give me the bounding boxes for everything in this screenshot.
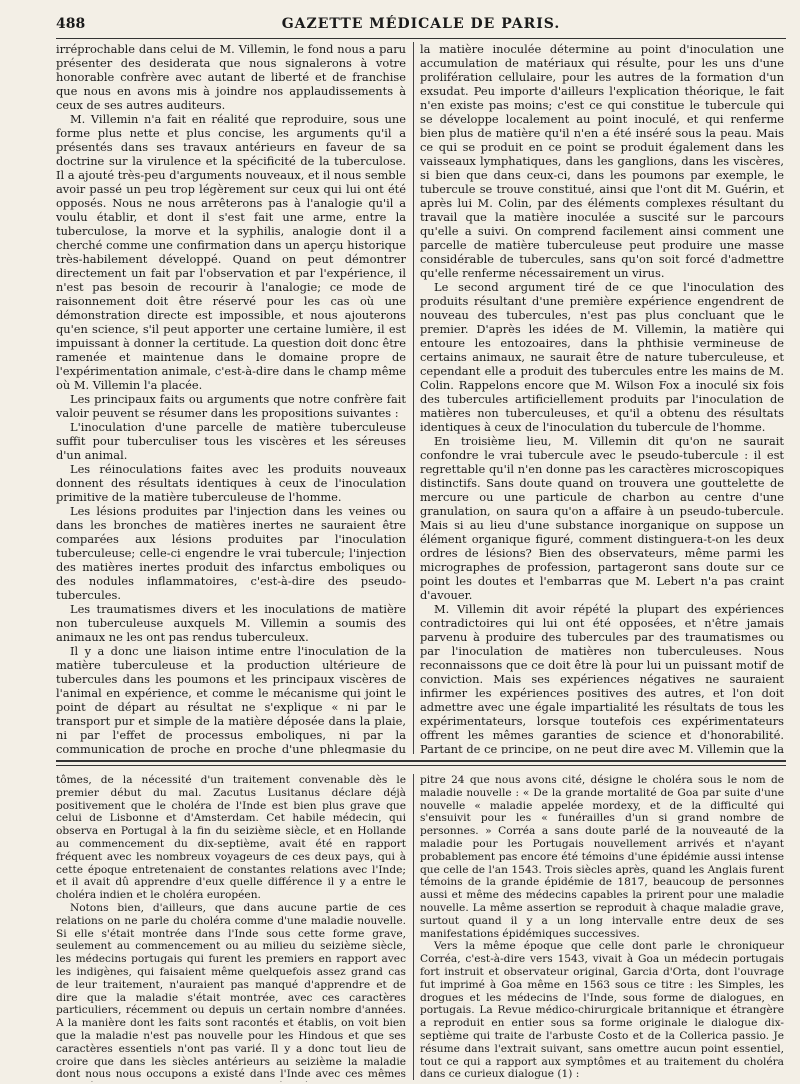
paragraph: M. Villemin n'a fait en réalité que reproduire, sous une forme plus nette et plus concise, les arguments qu'il a présentés dans ses travaux antérieurs en faveur de sa doctrine sur la virulence et la spécificité de la tuberculose. Il a ajouté très-peu d'arguments nouveaux, et il nous semble avoir passé un peu trop légèrement sur ceux qui lui ont été opposés. Nous ne nous arrêterons pas à l'analogie qu'il a voulu établir, et dont il s'est fait une arme, entre la tuberculose, la morve et la syphilis, analogie dont il a cherché comme une confirmation dans un aperçu historique très-habilement développé. Quand on peut démontrer directement un fait par l'observation et par l'expérience, il n'est pas besoin de recourir à l'analogie; ce mode de raisonnement doit être réservé pour les cas où une démonstration directe est impossible, et nous ajouterons qu'en science, s'il peut apporter une certaine lumière, il est impuissant à donner la certitude. La question doit donc être ramenée et maintenue dans le domaine propre de l'expérimentation animale, c'est-à-dire dans le champ même où M. Villemin l'a placée. <box>56 112 406 392</box>
paragraph: Les traumatismes divers et les inoculations de matière non tuberculeuse auxquels M. Villemin a soumis des animaux ne les ont pas rendus tuberculeux. <box>56 602 406 644</box>
page-number: 488 <box>56 16 86 32</box>
paragraph: Il y a donc une liaison intime entre l'inoculation de la matière tuberculeuse et la production ultérieure de tubercules dans les poumons et les principaux viscères de l'animal en expérience, et comme le mécanisme qui joint le point de départ au résultat ne s'explique « ni par le transport pur et simple de la matière déposée dans la plaie, ni par l'effet de processus emboliques, ni par la communication de proche en proche d'une phlegmasie du <box>56 644 406 754</box>
upper-right-column <box>420 42 784 754</box>
paragraph: Les réinoculations faites avec les produits nouveaux donnent des résultats identiques à ceux de l'inoculation primitive de la matière tuberculeuse de l'homme. <box>56 462 406 504</box>
paragraph: irréprochable dans celui de M. Villemin, le fond nous a paru présenter des desiderata que nous signalerons à votre honorable confrère avec autant de liberté et de franchise que nous en avons mis à joindre nos applaudissements à ceux de ses autres auditeurs. <box>56 42 406 112</box>
paragraph: M. Villemin dit avoir répété la plupart des expériences contradictoires qui lui ont été opposées, et n'être jamais parvenu à produire des tubercules par des traumatismes ou par l'inoculation de matières non tuberculeuses. Nous reconnaissons que ce doit être là pour lui un puissant motif de conviction. Mais ses expériences négatives ne sauraient infirmer les expériences positives des autres, et l'on doit admettre avec une égale impartialité les résultats de tous les expérimentateurs, lorsque toutefois ces expérimentateurs offrent les mêmes garanties de science et d'honorabilité. Partant de ce principe, on ne peut dire avec M. Villemin que la <box>420 602 784 754</box>
section-divider-thin <box>56 765 786 766</box>
paragraph: la matière inoculée détermine au point d'inoculation une accumulation de matériaux qui résulte, pour les uns d'une prolifération cellulaire, pour les autres de la formation d'un exsudat. Peu importe d'ailleurs l'explication théorique, le fait n'en existe pas moins; c'est ce qui constitue le tubercule qui se développe localement au point inoculé, et qui renferme bien plus de matière qu'il n'en a été inséré sous la peau. Mais ce qui se produit en ce point se produit également dans les vaisseaux lymphatiques, dans les ganglions, dans les viscères, si bien que dans ceux-ci, dans les poumons par exemple, le tubercule se trouve constitué, ainsi que l'ont dit M. Guérin, et après lui M. Colin, par des éléments complexes résultant du travail que la matière inoculée a suscité sur le parcours qu'elle a suivi. On comprend facilement ainsi comment une parcelle de matière tuberculeuse peut produire une masse considérable de tubercules, sans qu'on soit forcé d'admettre qu'elle renferme nécessairement un virus. <box>420 42 784 280</box>
paragraph: Vers la même époque que celle dont parle le chroniqueur Corréa, c'est-à-dire vers 1543, vivait à Goa un médecin portugais fort instruit et observateur original, Garcia d'Orta, dont l'ouvrage fut imprimé à Goa même en 1563 sous ce titre : les Simples, les drogues et les médecins de l'Inde, sous forme de dialogues, en portugais. La Revue médico-chirurgicale britannique et étrangère a reproduit en entier sous sa forme originale le dialogue dix-septième qui traite de l'arbuste Costo et de la Collerica passio. Je résume dans l'extrait suivant, sans omettre aucun point essentiel, tout ce qui a rapport aux symptômes et au traitement du choléra dans ce curieux dialogue (1) : <box>420 940 784 1081</box>
lower-right-column <box>420 774 784 1082</box>
paragraph: Les principaux faits ou arguments que notre confrère fait valoir peuvent se résumer dans les propositions suivantes : <box>56 392 406 420</box>
paragraph: Les lésions produites par l'injection dans les veines ou dans les bronches de matières inertes ne sauraient être comparées aux lésions produites par l'inoculation tuberculeuse; celle-ci engendre le vrai tubercule; l'injection des matières inertes produit des infarctus emboliques ou des nodules inflammatoires, c'est-à-dire des pseudo-tubercules. <box>56 504 406 602</box>
column-divider <box>413 42 414 754</box>
column-divider <box>413 774 414 1080</box>
paragraph: Le second argument tiré de ce que l'inoculation des produits résultant d'une première expérience engendrent de nouveau des tubercules, n'est pas plus concluant que le premier. D'après les idées de M. Villemin, la matière qui entoure les entozoaires, dans la phthisie vermineuse de certains animaux, ne saurait être de nature tuberculeuse, et cependant elle a produit des tubercules entre les mains de M. Colin. Rappelons encore que M. Wilson Fox a inoculé six fois des tubercules artificiellement produits par l'inoculation de matières non tuberculeuses, et qu'il a obtenu des résultats identiques à ceux de l'inoculation du tubercule de l'homme. <box>420 280 784 434</box>
section-divider <box>56 760 786 762</box>
paragraph: pitre 24 que nous avons cité, désigne le choléra sous le nom de maladie nouvelle : « De la grande mortalité de Goa par suite d'une nouvelle « maladie appelée mordexy, et de la difficulté qui s'ensuivit pour les « funérailles d'un si grand nombre de personnes. » Corréa a sans doute parlé de la nouveauté de la maladie pour les Portugais nouvellement arrivés et n'ayant probablement pas encore été témoins d'une épidémie aussi intense que celle de l'an 1543. Trois siècles après, quand les Anglais furent témoins de la grande épidémie de 1817, beaucoup de personnes aussi et même des médecins capables la prirent pour une maladie nouvelle. La même assertion se reproduit à chaque maladie grave, surtout quand il y a un long intervalle entre deux de ses manifestations épidémiques successives. <box>420 774 784 940</box>
paragraph: L'inoculation d'une parcelle de matière tuberculeuse suffit pour tuberculiser tous les viscères et les séreuses d'un animal. <box>56 420 406 462</box>
paragraph: tômes, de la nécessité d'un traitement convenable dès le premier début du mal. Zacutus Lusitanus déclare déjà positivement que le choléra de l'Inde est bien plus grave que celui de Lisbonne et d'Amsterdam. Cet habile médecin, qui observa en Portugal à la fin du seizième siècle, et en Hollande au commencement du dix-septième, avait été en rapport fréquent avec les nombreux voyageurs de ces deux pays, qui à cette époque entretenaient de constantes relations avec l'Inde; et il avait dû apprendre d'eux quelle différence il y a entre le choléra indien et le choléra européen. <box>56 774 406 902</box>
upper-left-column <box>56 42 406 754</box>
paragraph: En troisième lieu, M. Villemin dit qu'on ne saurait confondre le vrai tubercule avec le pseudo-tubercule : il est regrettable qu'il n'en donne pas les caractères microscopiques distinctifs. Sans doute quand on trouvera une gouttelette de mercure ou une particule de charbon au centre d'une granulation, on saura qu'on a affaire à un pseudo-tubercule. Mais si au lieu d'une substance inorganique on suppose un élément organique figuré, comment distinguera-t-on les deux ordres de lésions? Bien des observateurs, même parmi les micrographes de profession, partageront sans doute sur ce point les doutes et l'embarras que M. Lebert n'a pas craint d'avouer. <box>420 434 784 602</box>
page-header <box>56 12 786 39</box>
paragraph: Notons bien, d'ailleurs, que dans aucune partie de ces relations on ne parle du choléra comme d'une maladie nouvelle. Si elle s'était montrée dans l'Inde sous cette forme grave, seulement au commencement ou au milieu du seizième siècle, les médecins portugais qui furent les premiers en rapport avec les indigènes, qui faisaient même quelquefois assez grand cas de leur traitement, n'auraient pas manqué d'apprendre et de dire que la maladie s'était montrée, avec ces caractères particuliers, récemment ou depuis un certain nombre d'années. A la manière dont les faits sont racontés et établis, on voit bien que la maladie n'est pas nouvelle pour les Hindous et que ses caractères essentiels n'ont pas varié. Il y a donc tout lieu de croire que dans les siècles antérieurs au seizième la maladie dont nous nous occupons a existé dans l'Inde avec ces mêmes <box>56 901 406 1081</box>
journal-title: GAZETTE MÉDICALE DE PARIS. <box>281 16 561 32</box>
lower-left-column <box>56 774 406 1082</box>
